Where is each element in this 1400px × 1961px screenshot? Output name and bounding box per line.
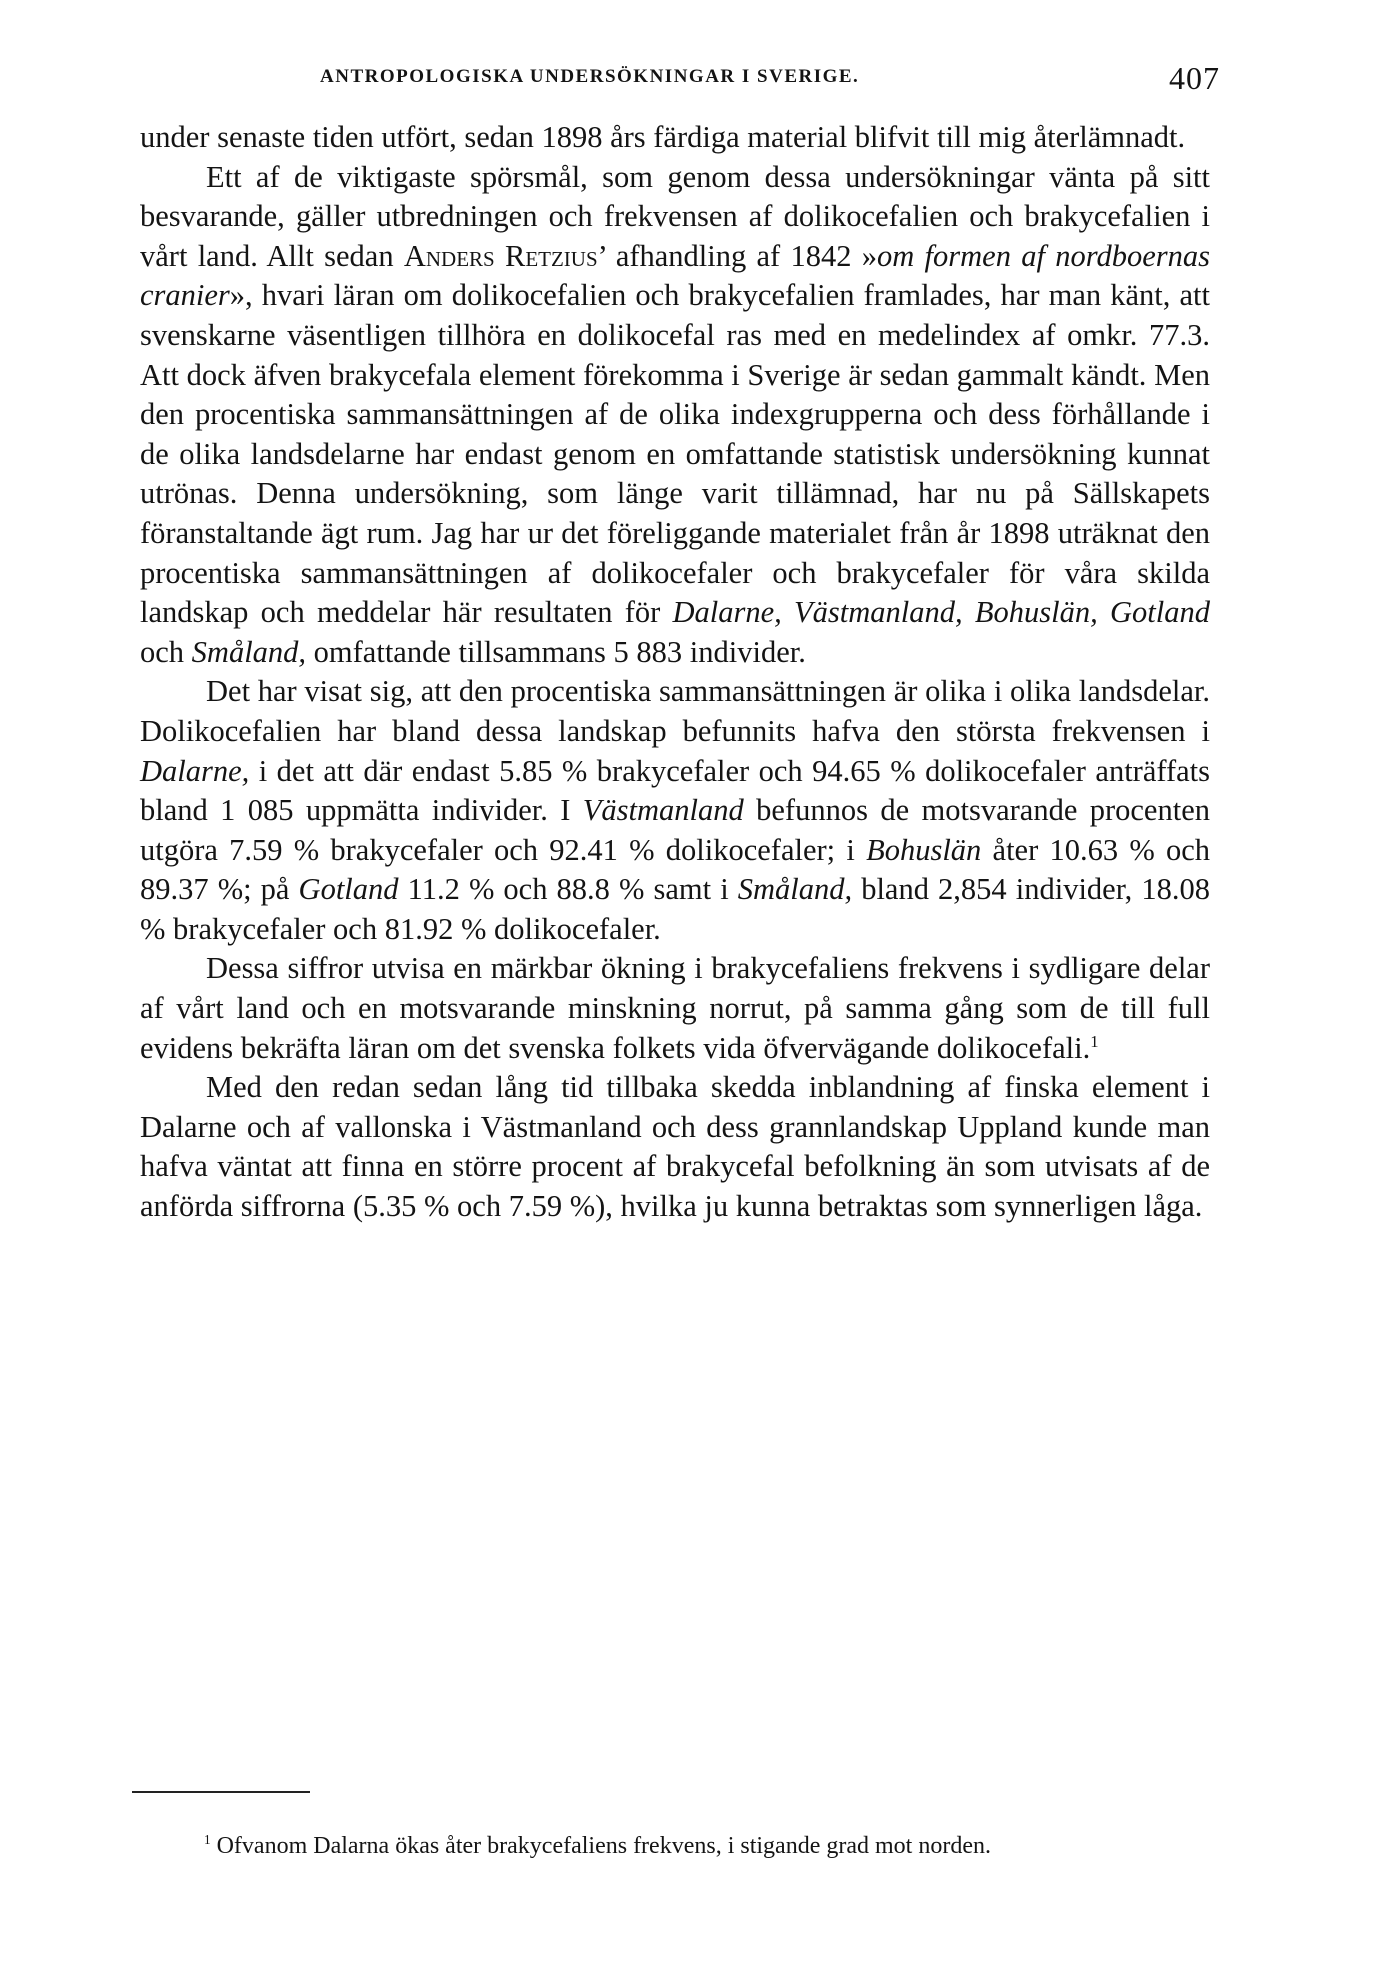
province-list: Dalarne, Västmanland, Bohuslän, Gotland [672,595,1210,630]
footnote-1 [132,1828,1210,1864]
paragraph-1 [140,118,1210,158]
body-text [140,118,1210,1227]
paragraph-4-text: Dessa siffror utvisa en märkbar ökning i brakycefaliens frekvens i sydligare delar af vårt land och en motsvarande minskning norrut, på samma gång som de till full evidens bekräfta läran om det svenska folkets vida öfvervägande dolikocefali. [140,951,1210,1065]
paragraph-4 [140,949,1210,1068]
running-title: ANTROPOLOGISKA UNDERSÖKNINGAR I SVERIGE. [320,66,860,87]
footnote-marker: 1 [204,1832,211,1847]
paragraph-3-text-3: befunnos de motsvarande procenten utgöra 7.59 % brakycefaler och 92.41 % dolikocefaler; i [140,793,1210,867]
paragraph-3-text-5: 11.2 % och 88.8 % samt i [398,872,738,907]
work-title: om formen af nordboernas cranier [140,238,1210,313]
province-vastmanland: Västmanland [582,793,744,828]
paragraph-3 [140,672,1210,949]
paragraph-2-text-5: omfattande tillsammans 5 883 individer. [306,634,806,669]
paragraph-5 [140,1068,1210,1226]
paragraph-1-text: under senaste tiden utfört, sedan 1898 års färdiga material blifvit till mig återlämnadt. [140,120,1186,154]
province-bohuslan: Bohuslän [866,832,982,867]
paragraph-2-text-3: », hvari läran om dolikocefalien och brakycefalien framlades, har man känt, att svenskarne väsentligen tillhöra en dolikocefal ras med en medelindex af omkr. 77.3. Att dock äfven brakycefala element förekomma i Sverige är sedan gammalt kändt. Men den procentiska sammansättningen af de olika indexgrupperna och dess förhållande i de olika landsdelarne har endast genom en omfattande statistisk undersökning kunnat utrönas. Denna undersökning, som länge varit tillämnad, har nu på Sällskapets föranstaltande ägt rum. Jag har ur det föreliggande materialet från år 1898 uträknat den procentiska sammansättningen af dolikocefaler och brakycefaler för våra skilda landskap och meddelar här resultaten för [140,278,1210,630]
footnote-reference[interactable]: 1 [1090,1031,1099,1051]
author-name: Anders Retzius [403,238,598,273]
province-dalarne: Dalarne, [140,753,250,788]
paragraph-3-text-2: i det att där endast 5.85 % brakycefaler och 94.65 % dolikocefaler anträffats bland 1 085 uppmätta individer. I [140,753,1210,828]
province-smaland: Småland, [191,634,307,669]
paragraph-2-text-1: Ett af de viktigaste spörsmål, som genom dessa undersökningar vänta på sitt besvarande, gäller utbredningen och frekvensen af dolikocefalien och brakycefalien i vårt land. Allt sedan [140,159,1210,273]
footnote-text: Ofvanom Dalarna ökas åter brakycefaliens frekvens, i stigande grad mot norden. [216,1833,991,1859]
province-smaland-2: Småland, [737,872,853,907]
paragraph-2-text-4: och [140,634,192,669]
paragraph-2-text-2: ’ afhandling af 1842 » [597,238,878,273]
page-number: 407 [1169,60,1220,96]
paragraph-2 [140,158,1210,673]
page-header [130,60,1220,106]
province-gotland: Gotland [298,872,399,907]
footnotes [132,1828,1210,1864]
paragraph-3-text-1: Det har visat sig, att den procentiska sammansättningen är olika i olika landsdelar. Dolikocefalien har bland dessa landskap befunnits hafva den största frekvensen i [140,674,1210,748]
paragraph-5-text: Med den redan sedan lång tid tillbaka skedda inblandning af finska element i Dalarne och af vallonska i Västmanland och dess grannlandskap Uppland kunde man hafva väntat att finna en större procent af brakycefal befolkning än som utvisats af de anförda siffrorna (5.35 % och 7.59 %), hvilka ju kunna betraktas som synnerligen låga. [140,1070,1210,1224]
paragraph-3-text-4: åter 10.63 % och 89.37 %; på [140,832,1210,907]
footnote-divider [132,1791,310,1793]
paragraph-3-text-6: bland 2,854 individer, 18.08 % brakycefaler och 81.92 % dolikocefaler. [140,872,1210,946]
